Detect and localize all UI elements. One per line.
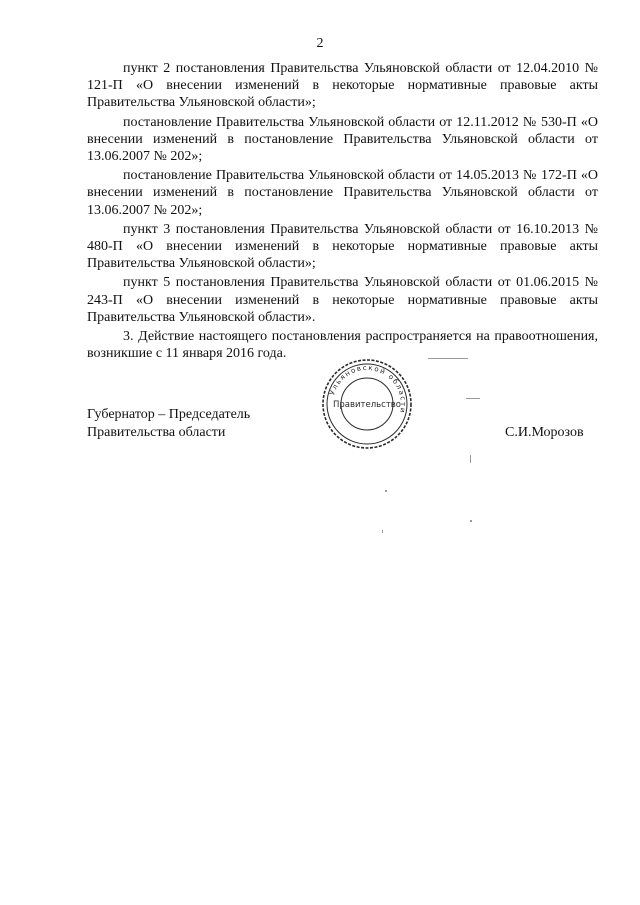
scan-mark [466, 398, 480, 399]
signature-title-line-2: Правительства области [87, 425, 226, 440]
paragraph-6-effective-date: 3. Действие настоящего постановления распространяется на правоотношения, возникшие с 11 января 2016 года. [87, 329, 598, 362]
paragraph-3: постановление Правительства Ульяновской области от 14.05.2013 № 172-П «О внесении изменений в постановление Правительства Ульяновской области от 13.06.2007 № 202»; [87, 168, 598, 218]
scan-mark [382, 530, 383, 533]
paragraph-5: пункт 5 постановления Правительства Ульяновской области от 01.06.2015 № 243-П «О внесении изменений в некоторые нормативные правовые акты Правительства Ульяновской области». [87, 275, 598, 325]
scan-mark [428, 358, 468, 359]
scan-mark [470, 455, 471, 463]
paragraph-4: пункт 3 постановления Правительства Ульяновской области от 16.10.2013 № 480-П «О внесении изменений в некоторые нормативные правовые акты Правительства Ульяновской области»; [87, 221, 598, 272]
scan-mark [470, 520, 472, 522]
page-number: 2 [316, 36, 324, 51]
signature-title-line-1: Губернатор – Председатель [87, 407, 251, 422]
document-body [87, 60, 598, 364]
signature-name: С.И.Морозов [505, 425, 584, 440]
scan-mark [385, 490, 387, 492]
paragraph-1: пункт 2 постановления Правительства Ульяновской области от 12.04.2010 № 121-П «О внесении изменений в некоторые нормативные правовые акты Правительства Ульяновской области»; [87, 61, 598, 111]
official-seal [321, 358, 413, 450]
paragraph-2: постановление Правительства Ульяновской области от 12.11.2012 № 530-П «О внесении изменений в постановление Правительства Ульяновской области от 13.06.2007 № 202»; [87, 114, 598, 165]
signature-title [87, 406, 250, 442]
seal-center-text: Правительство [333, 400, 401, 410]
seal-ring-text: Ульяновской области [328, 363, 408, 415]
